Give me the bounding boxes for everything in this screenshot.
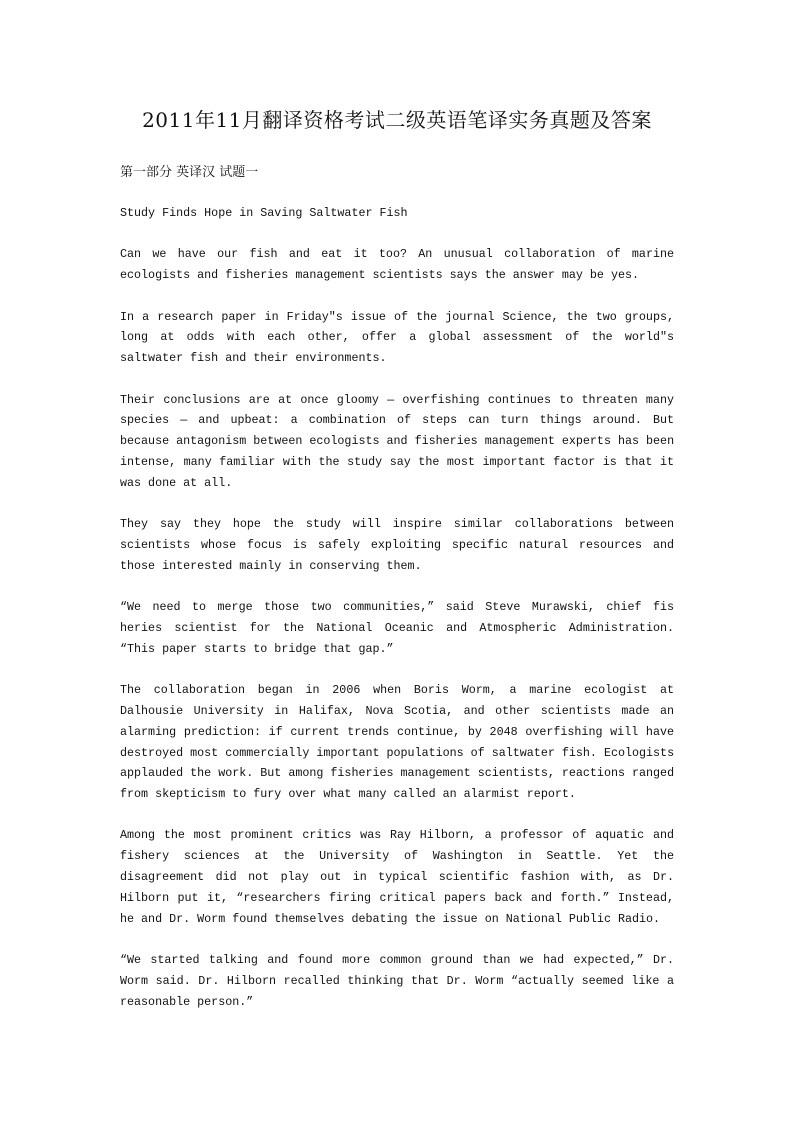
text-line: scientists whose focus is safely exploiting specific natural resources and [120,537,674,552]
text-line: from skepticism to fury over what many called an alarmist report. [120,787,576,802]
text-line: “We need to merge those two communities,” said Steve Murawski, chief fis [120,600,674,615]
text-line: Hilborn put it, “researchers firing critical papers back and forth.” Instead, [120,890,674,905]
text-line: The collaboration began in 2006 when Boris Worm, a marine ecologist at [120,683,674,698]
text-line: applauded the work. But among fisheries management scientists, reactions ranged [120,766,675,781]
text-line: “This paper starts to bridge that gap.” [120,641,394,656]
text-line: disagreement did not play out in typical scientific fashion with, as Dr. [120,870,674,885]
text-line: because antagonism between ecologists and fisheries management experts has been [120,434,675,449]
text-line: Study Finds Hope in Saving Saltwater Fish [120,206,408,220]
text-line: They say they hope the study will inspire similar collaborations between [120,517,674,532]
text-line: fishery sciences at the University of Washington in Seattle. Yet the [120,849,674,864]
text-line: intense, many familiar with the study say the most important factor is that it [120,454,674,469]
text-line: destroyed most commercially important populations of saltwater fish. Ecologists [120,745,675,760]
text-line: Can we have our fish and eat it too? An unusual collaboration of marine [120,247,674,262]
text-line: saltwater fish and their environments. [120,351,387,366]
text-line: was done at all. [120,475,233,490]
text-line: heries scientist for the National Oceanic and Atmospheric Administration. [120,620,674,635]
text-line: Among the most prominent critics was Ray Hilborn, a professor of aquatic and [120,828,674,843]
text-line: In a research paper in Friday"s issue of the journal Science, the two groups, [120,309,674,324]
text-line: ecologists and fisheries management scientists says the answer may be yes. [120,268,640,283]
article-title [120,203,674,224]
text-line: Worm said. Dr. Hilborn recalled thinking that Dr. Worm “actually seemed like a [120,973,674,988]
paragraph [120,514,674,576]
text-line: alarming prediction: if current trends continue, by 2048 overfishing will have [120,724,674,739]
text-line: “We started talking and found more common ground than we had expected,” Dr. [120,953,674,968]
text-line: Their conclusions are at once gloomy — overfishing continues to threaten many [120,392,674,407]
section-heading: 第一部分 英译汉 试题一 [120,165,259,180]
text-line: species — and upbeat: a combination of steps can turn things around. But [120,413,674,428]
paragraph [120,390,674,494]
paragraph [120,597,674,659]
paragraph [120,825,674,929]
document-body [120,203,674,1033]
text-line: those interested mainly in conserving them. [120,558,422,573]
paragraph [120,950,674,1012]
text-line: long at odds with each other, offer a global assessment of the world"s [120,330,674,345]
document-title: 2011年11月翻译资格考试二级英语笔译实务真题及答案 [142,108,652,132]
text-line: he and Dr. Worm found themselves debating the issue on National Public Radio. [120,911,661,926]
text-line: Dalhousie University in Halifax, Nova Scotia, and other scientists made an [120,703,674,718]
paragraph [120,680,674,805]
text-line: reasonable person.” [120,994,254,1009]
paragraph [120,244,674,286]
paragraph [120,307,674,369]
